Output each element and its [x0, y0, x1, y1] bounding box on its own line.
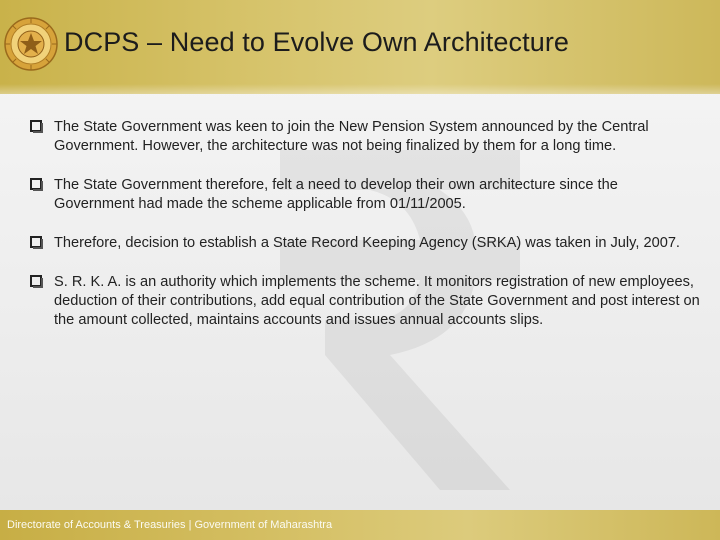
bullet-item: [30, 176, 700, 214]
hollow-square-bullet-icon: [30, 120, 43, 133]
bullet-item: [30, 234, 700, 253]
title-bar: [0, 0, 720, 94]
bullet-list: [30, 118, 700, 330]
hollow-square-bullet-icon: [30, 275, 43, 288]
bullet-text: Therefore, decision to establish a State Record Keeping Agency (SRKA) was taken in July, 2007.: [54, 235, 680, 251]
bullet-text: The State Government was keen to join the New Pension System announced by the Central Government. However, the architecture was not being finalized by them for a long time.: [54, 119, 649, 154]
bullet-text: The State Government therefore, felt a need to develop their own architecture since the Government had made the scheme applicable from 01/11/2005.: [54, 177, 618, 212]
page-title: DCPS – Need to Evolve Own Architecture: [64, 27, 570, 57]
hollow-square-bullet-icon: [30, 178, 43, 191]
bullet-item: [30, 273, 700, 330]
bullet-text: S. R. K. A. is an authority which implements the scheme. It monitors registration of new employees, deduction of their contributions, add equal contribution of the State Government and post interest on the amount collected, maintains accounts and issues annual accounts slips.: [54, 274, 700, 328]
bullet-item: [30, 118, 700, 156]
maharashtra-emblem-icon: [4, 14, 58, 76]
footer-text: Directorate of Accounts & Treasuries | Government of Maharashtra: [7, 519, 333, 531]
hollow-square-bullet-icon: [30, 236, 43, 249]
footer-bar: [0, 510, 720, 540]
